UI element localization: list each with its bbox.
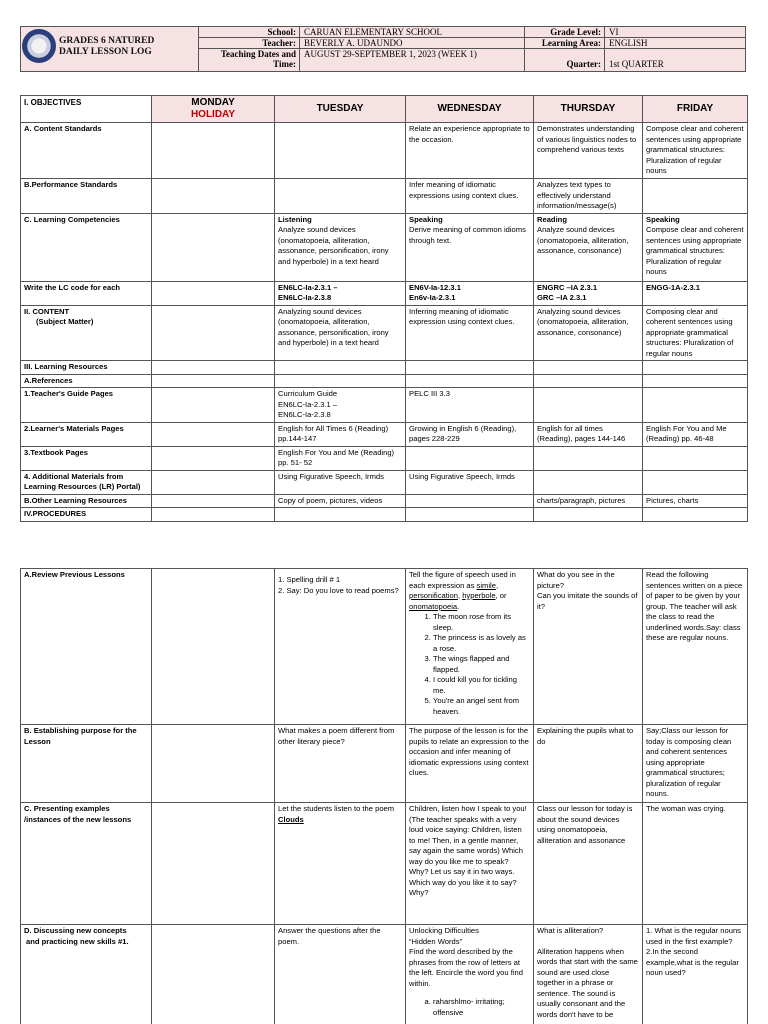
row-label: B.Performance Standards [21,179,152,214]
cell: The purpose of the lesson is for the pupils to relate an expression to the occasion and infer meaning of idiomatic expressions using context clues. [406,725,534,803]
row-label [21,725,152,803]
cell: Relate an experience appropriate to the occasion. [406,123,534,179]
cell [406,213,534,281]
cell-text: EN6V-Ia-12.3.1 [409,282,461,292]
row-label: 1.Teacher's Guide Pages [21,388,152,423]
row-label-text: Lesson [24,736,51,746]
cell: Pictures, charts [643,494,748,508]
cell-text: Compose clear and coherent sentences using appropriate grammatical structures: Pluralization of regular nouns [646,225,744,276]
list-item: 2. The princess is as lovely as a rose. [433,633,530,654]
cell-text: EN6LC-Ia-2.3.1 – [278,399,338,409]
row-label [21,803,152,925]
cell: Analyzing sound devices (onomatopoeia, alliteration, assonance, personification, irony and hyperbole) in a text heard [275,305,406,361]
table-row [21,388,748,423]
row-label-text: /instances of the new lessons [24,814,132,824]
cell: Inferring meaning of idiomatic expression using context clues. [406,305,534,361]
cell-text: EN6LC-Ia-2.3.8 [278,410,331,419]
table-row [21,925,748,1024]
cell-text: “Hidden Words” [409,936,463,946]
cell: English for all times (Reading), pages 144-146 [534,422,643,446]
row-label [21,305,152,361]
row-label: Write the LC code for each [21,281,152,305]
row-label: 4. Additional Materials from Learning Resources (LR) Portal) [21,470,152,494]
cell [406,569,534,725]
poem-title: Clouds [278,814,304,824]
row-label-text: and practicing new skills #1. [26,936,129,946]
row-label: A.Review Previous Lessons [21,569,152,725]
cell-text: 2. Say: Do you love to read poems? [278,585,399,595]
row-label-text: D. Discussing new concepts [24,926,127,935]
review-instructions: Tell the figure of speech used in each expression as simile, personification, hyperbole, or onomatopoeia. [409,570,516,611]
cell: Using Figurative Speech, Irmds [406,470,534,494]
row-label-text: II. CONTENT [24,306,70,316]
header-divider [524,26,525,72]
cell-heading: Speaking [409,214,443,224]
table-row [21,508,748,522]
cell: Using Figurative Speech, Irmds [275,470,406,494]
list-item: 3. The wings flapped and flapped. [433,654,530,675]
cell: English For You and Me (Reading) pp. 51- 52 [275,446,406,470]
header-divider [604,26,605,72]
list-item: 1. The moon rose from its sleep. [433,612,530,633]
table-row [21,494,748,508]
cell-text: What is alliteration? [537,926,604,935]
table-row [21,123,748,179]
personification-term: personification [409,591,458,600]
objectives-table [20,95,748,522]
onomatopoeia-term: onomatopoeia [409,601,458,611]
list-item: 5. You're an angel sent from heaven. [433,696,530,717]
cell-text: Analyze sound devices (onomatopoeia, alliteration, assonance, personification, irony and hyperbole) in a text heard [278,225,389,266]
teacher-label: Teacher: [262,38,296,48]
cell-text: GRC –IA 2.3.1 [537,293,587,302]
row-label: B.Other Learning Resources [21,494,152,508]
cell-text: Find the word described by the phrases from the row of letters at the left. Encircle the word you find within. [409,947,523,988]
monday-label: MONDAY [191,97,235,108]
cell [406,925,534,1024]
thursday-heading: THURSDAY [534,96,643,123]
cell: charts/paragraph, pictures [534,494,643,508]
header-divider [299,26,300,72]
school-label: School: [267,27,296,37]
cell-heading: Speaking [646,214,680,224]
row-label: C. Learning Competencies [21,213,152,281]
table-row [21,470,748,494]
row-label: III. Learning Resources [21,361,152,375]
cell: Compose clear and coherent sentences using appropriate grammatical structures: Pluralization of regular nouns [643,123,748,179]
cell-text: Derive meaning of common idioms through text. [409,225,526,245]
cell-text: Unlocking Difficulties [409,926,479,935]
cell: What do you see in the picture? Can you imitate the sounds of it? [534,569,643,725]
cell [643,213,748,281]
cell: Analyzes text types to effectively understand information/message(s) [534,179,643,214]
row-label-text: (Subject Matter) [36,317,94,326]
row-label-text: B. Establishing purpose for the [24,726,137,735]
cell: Read the following sentences written on a piece of paper to be given by your group. The teacher will ask the class to read the underlined words.Say: class these are regular nouns. [643,569,748,725]
hidden-words-list [409,997,530,1018]
teacher-value: BEVERLY A. UDAUNDO [304,38,403,48]
objectives-heading: I. OBJECTIVES [21,96,152,123]
holiday-label: HOLIDAY [190,109,236,120]
cell-text: EN6LC-Ia-2.3.1 – [278,282,338,292]
cell-text: 1. Spelling drill # 1 [278,575,341,584]
cell-heading: Listening [278,214,312,224]
list-item: 4. I could kill you for tickling me. [433,675,530,696]
cell: Let the students listen to the poem Clouds [275,803,406,925]
table-row [21,803,748,925]
wednesday-heading: WEDNESDAY [406,96,534,123]
cell: Infer meaning of idiomatic expressions using context clues. [406,179,534,214]
quarter-label: Quarter: [566,59,601,69]
cell: Composing clear and coherent sentences using appropriate grammatical structures: Pluralization of regular nouns [643,305,748,361]
day-header-row [21,96,748,123]
row-label: A.References [21,374,152,388]
cell: Copy of poem, pictures, videos [275,494,406,508]
monday-heading [152,96,275,123]
row-label: 3.Textbook Pages [21,446,152,470]
cell: What makes a poem different from other literary piece? [275,725,406,803]
cell [275,213,406,281]
cell-text: Analyze sound devices (onomatopoeia, alliteration, assonance, consonance) [537,225,629,255]
grade-value: VI [609,27,619,37]
header-divider [198,26,199,72]
cell: Say;Class our lesson for today is composing clean and coherent sentences using appropriate grammatical structures; pluralization of regular nouns. [643,725,748,803]
list-item: a. raharshlmo- irritating; offensive [433,997,530,1018]
cell: English For You and Me (Reading) pp. 46-48 [643,422,748,446]
cell: Growing in English 6 (Reading), pages 228-229 [406,422,534,446]
cell [275,569,406,725]
cell [534,925,643,1024]
cell: English for All Times 6 (Reading) pp.144-147 [275,422,406,446]
cell-text: En6v-Ia-2.3.1 [409,293,456,302]
cell-text: Alliteration happens when words that start with the same sound are used close together in a phrase or sentence. The sound is usually consonant and the words don't have to be [537,946,638,1019]
table-row [21,281,748,305]
cell-text: Curriculum Guide [278,389,338,398]
cell: PELC III 3.3 [406,388,534,423]
row-label: 2.Learner's Materials Pages [21,422,152,446]
table-row [21,213,748,281]
cell-heading: Reading [537,214,567,224]
cell [406,281,534,305]
row-label-text: C. Presenting examples [24,804,110,813]
school-value: CARUAN ELEMENTARY SCHOOL [304,27,442,37]
table-row [21,374,748,388]
log-title-line2: DAILY LESSON LOG [59,47,152,57]
dates-value: AUGUST 29-SEPTEMBER 1, 2023 (WEEK 1) [304,49,477,59]
row-label: IV.PROCEDURES [21,508,152,522]
cell: Demonstrates understanding of various linguistics nodes to comprehend various texts [534,123,643,179]
table-row [21,569,748,725]
table-row [21,179,748,214]
table-row [21,446,748,470]
table-row [21,422,748,446]
area-value: ENGLISH [609,38,648,48]
cell: Class our lesson for today is about the sound devices using onomatopoeia, alliteration and assonance [534,803,643,925]
cell-text: ENGRC –IA 2.3.1 [537,282,598,292]
cell [275,281,406,305]
row-label [21,925,152,1024]
cell: Analyzing sound devices (onomatopoeia, alliteration, assonance, consonance) [534,305,643,361]
table-row [21,725,748,803]
simile-term: simile [476,580,496,590]
cell: Answer the questions after the poem. [275,925,406,1024]
quarter-value: 1st QUARTER [609,59,664,69]
cell: The woman was crying. [643,803,748,925]
table-row [21,305,748,361]
procedures-table [20,568,748,1024]
area-label: Learning Area: [541,38,601,48]
cell [275,388,406,423]
cell-text: EN6LC-Ia-2.3.8 [278,293,332,302]
cell: Explaining the pupils what to do [534,725,643,803]
time-label: Time: [273,59,296,69]
friday-heading: FRIDAY [643,96,748,123]
cell: 1. What is the regular nouns used in the first example?2.In the second example,what is the regular noun used? [643,925,748,1024]
deped-seal-icon [22,29,56,63]
grade-label: Grade Level: [550,27,601,37]
hyperbole-term: hyperbole [462,591,496,600]
dates-label: Teaching Dates and [220,49,296,59]
cell [534,213,643,281]
cell: ENGG-1A-2.3.1 [643,281,748,305]
review-list [409,612,530,717]
log-title-line1: GRADES 6 NATURED [59,36,155,46]
cell [534,281,643,305]
row-label: A. Content Standards [21,123,152,179]
table-row [21,361,748,375]
cell: Children, listen how I speak to you! (The teacher speaks with a very loud voice saying: Children, listen to me! Then, in a gentle manner, say again the same words) Which way do you like me to speak? Why? Let us say it in two ways. Which way do you like it to say? Why? [406,803,534,925]
tuesday-heading: TUESDAY [275,96,406,123]
